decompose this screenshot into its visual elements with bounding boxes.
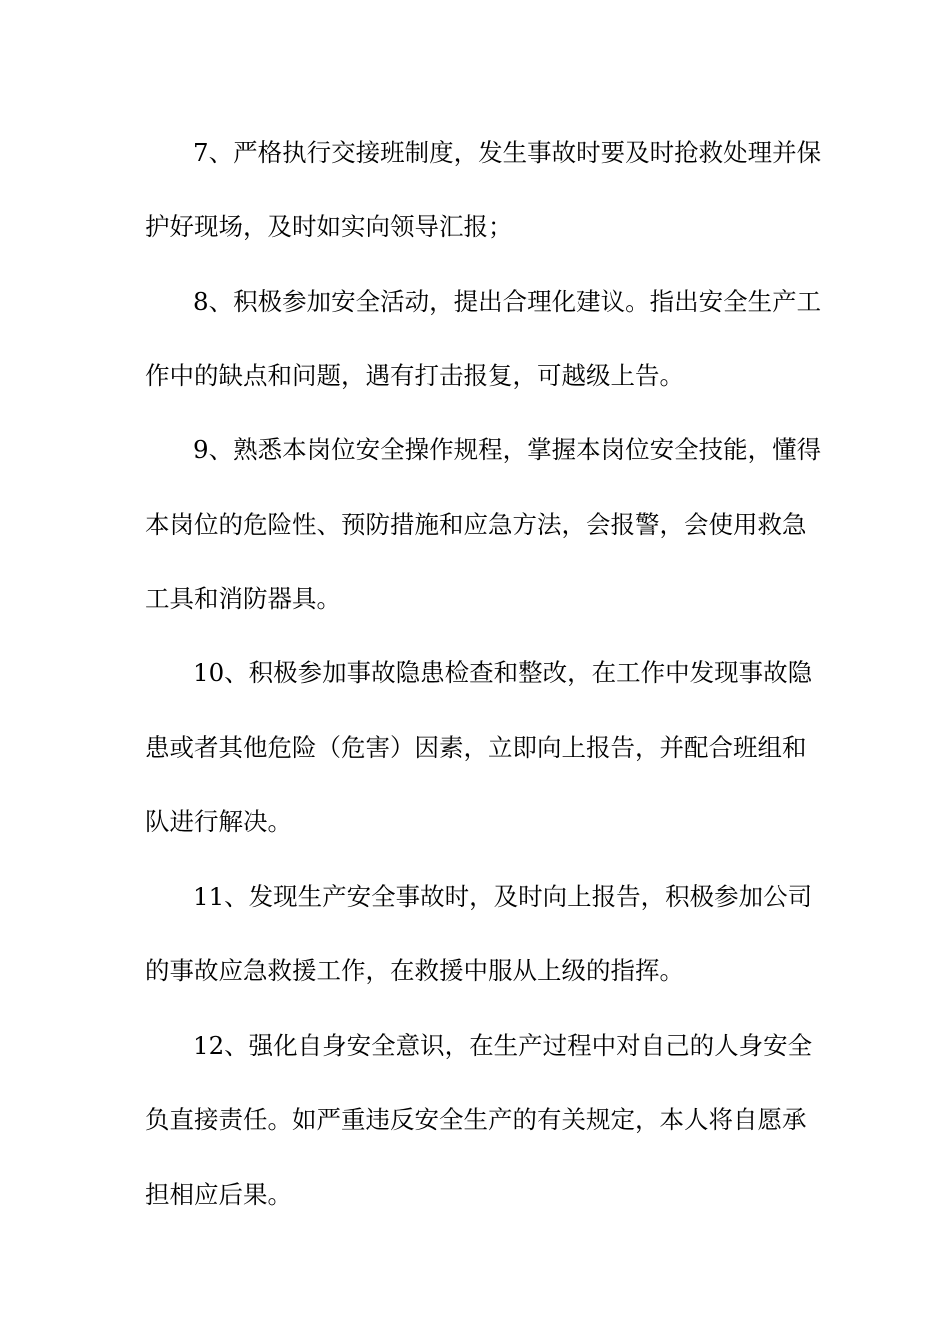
paragraph-12-line-1: 12、强化自身安全意识，在生产过程中对自己的人身安全 <box>193 1031 813 1060</box>
paragraph-10-line-1: 10、积极参加事故隐患检查和整改，在工作中发现事故隐 <box>193 658 813 687</box>
paragraph-9-line-2: 本岗位的危险性、预防措施和应急方法，会报警，会使用救急 <box>145 510 807 539</box>
paragraph-12-line-3: 担相应后果。 <box>145 1180 292 1209</box>
paragraph-10-line-2: 患或者其他危险（危害）因素，立即向上报告，并配合班组和 <box>145 733 807 762</box>
paragraph-7-line-2: 护好现场，及时如实向领导汇报； <box>145 212 513 241</box>
paragraph-8-line-2: 作中的缺点和问题，遇有打击报复，可越级上告。 <box>145 361 684 390</box>
paragraph-7-line-1: 7、严格执行交接班制度，发生事故时要及时抢救处理并保 <box>193 138 822 167</box>
paragraph-12-line-2: 负直接责任。如严重违反安全生产的有关规定，本人将自愿承 <box>145 1105 807 1134</box>
paragraph-11-line-1: 11、发现生产安全事故时，及时向上报告，积极参加公司 <box>193 882 813 911</box>
paragraph-11-line-2: 的事故应急救援工作，在救援中服从上级的指挥。 <box>145 956 684 985</box>
paragraph-10-line-3: 队进行解决。 <box>145 807 292 836</box>
paragraph-9-line-3: 工具和消防器具。 <box>145 584 341 613</box>
paragraph-9-line-1: 9、熟悉本岗位安全操作规程，掌握本岗位安全技能，懂得 <box>193 435 822 464</box>
paragraph-8-line-1: 8、积极参加安全活动，提出合理化建议。指出安全生产工 <box>193 287 822 316</box>
